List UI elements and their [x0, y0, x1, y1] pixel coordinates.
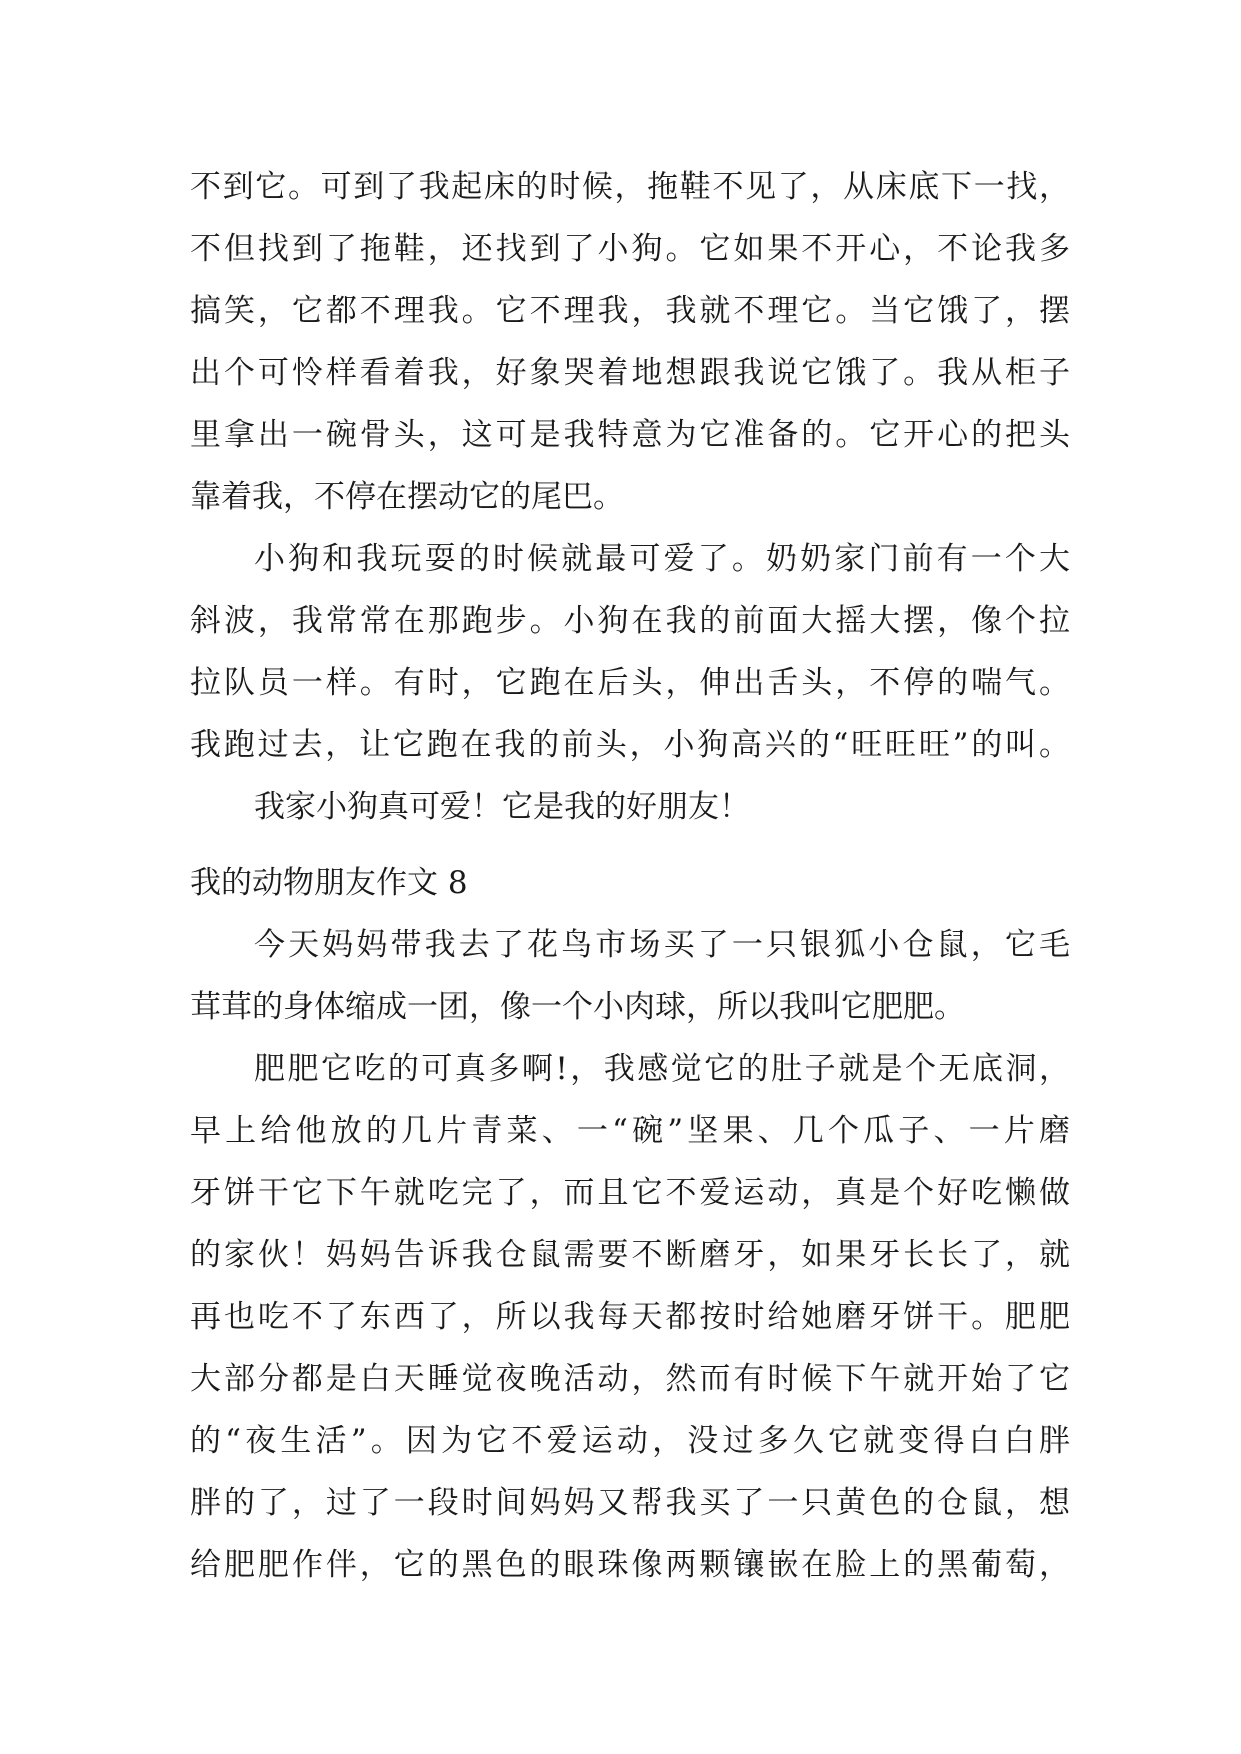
paragraph-line: 里拿出一碗骨头，这可是我特意为它准备的。它开心的把头	[190, 417, 1070, 453]
paragraph-line: 再也吃不了东西了，所以我每天都按时给她磨牙饼干。肥肥	[190, 1299, 1070, 1335]
paragraph-line: 肥肥它吃的可真多啊!，我感觉它的肚子就是个无底洞，	[254, 1051, 1070, 1087]
paragraph-line: 早上给他放的几片青菜、一“碗”坚果、几个瓜子、一片磨	[190, 1113, 1070, 1149]
paragraph-line: 不但找到了拖鞋，还找到了小狗。它如果不开心，不论我多	[190, 231, 1070, 267]
paragraph-line: 的“夜生活”。因为它不爱运动，没过多久它就变得白白胖	[190, 1423, 1070, 1459]
paragraph-line: 胖的了，过了一段时间妈妈又帮我买了一只黄色的仓鼠，想	[190, 1485, 1070, 1521]
paragraph-line: 搞笑，它都不理我。它不理我，我就不理它。当它饿了，摆	[190, 293, 1070, 329]
paragraph-line: 拉队员一样。有时，它跑在后头，伸出舌头，不停的喘气。	[190, 665, 1070, 701]
paragraph-line: 大部分都是白天睡觉夜晚活动，然而有时候下午就开始了它	[190, 1361, 1070, 1397]
section-1-text	[190, 156, 1070, 838]
paragraph-line: 我家小狗真可爱！它是我的好朋友！	[254, 789, 750, 825]
paragraph-line: 的家伙！妈妈告诉我仓鼠需要不断磨牙，如果牙长长了，就	[190, 1237, 1070, 1273]
section-heading: 我的动物朋友作文 8	[190, 865, 468, 901]
paragraph-line: 小狗和我玩耍的时候就最可爱了。奶奶家门前有一个大	[254, 541, 1070, 577]
paragraph-line: 给肥肥作伴，它的黑色的眼珠像两颗镶嵌在脸上的黑葡萄，	[190, 1547, 1070, 1583]
paragraph-line: 我跑过去，让它跑在我的前头，小狗高兴的“旺旺旺”的叫。	[190, 727, 1070, 763]
paragraph-line: 斜波，我常常在那跑步。小狗在我的前面大摇大摆，像个拉	[190, 603, 1070, 639]
paragraph-line: 出个可怜样看着我，好象哭着地想跟我说它饿了。我从柜子	[190, 355, 1070, 391]
paragraph-line: 不到它。可到了我起床的时候，拖鞋不见了，从床底下一找，	[190, 169, 1070, 205]
paragraph-line: 茸茸的身体缩成一团，像一个小肉球，所以我叫它肥肥。	[190, 989, 965, 1025]
paragraph-line: 今天妈妈带我去了花鸟市场买了一只银狐小仓鼠，它毛	[254, 927, 1070, 963]
section-2-text	[190, 914, 1070, 1596]
paragraph-line: 靠着我，不停在摆动它的尾巴。	[190, 479, 624, 515]
paragraph-line: 牙饼干它下午就吃完了，而且它不爱运动，真是个好吃懒做	[190, 1175, 1070, 1211]
